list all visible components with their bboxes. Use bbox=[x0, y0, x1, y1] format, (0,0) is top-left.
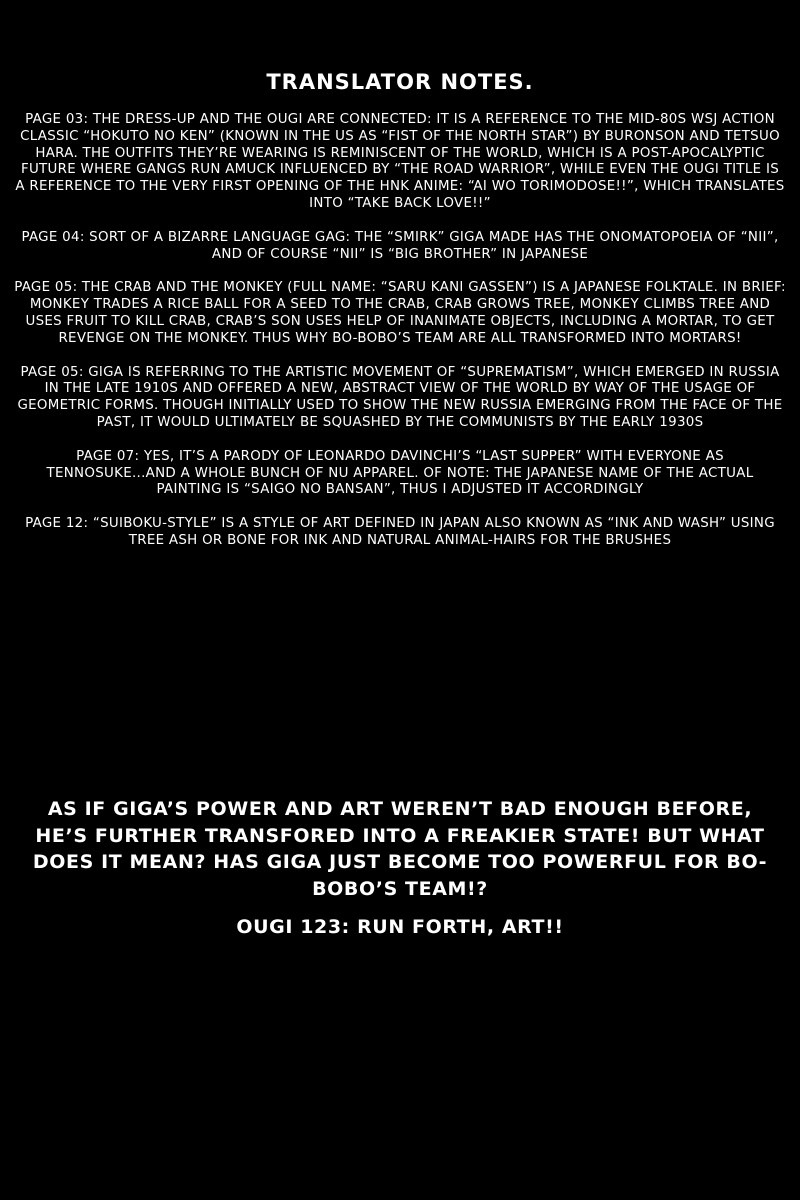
note-page-05-suprematism: PAGE 05: GIGA IS REFERRING TO THE ARTISTIC MOVEMENT OF “SUPREMATISM”, WHICH EMERGED IN RUSSIA IN THE LATE 1910S AND OFFERED A NEW, ABSTRACT VIEW OF THE WORLD BY WAY OF THE USAGE OF GEOMETRIC FORMS. THOUGH INITIALLY USED TO SHOW THE NEW RUSSIA EMERGING FROM THE FACE OF THE PAST, IT WOULD ULTIMATELY BE SQUASHED BY THE COMMUNISTS BY THE EARLY 1930S bbox=[17, 364, 783, 430]
next-chapter-title: OUGI 123: RUN FORTH, ART!! bbox=[236, 916, 564, 938]
page-title: TRANSLATOR NOTES. bbox=[266, 70, 534, 94]
note-page-04-nii: PAGE 04: SORT OF A BIZARRE LANGUAGE GAG: THE “SMIRK” GIGA MADE HAS THE ONOMATOPOEIA OF “NII”, AND OF COURSE “NII” IS “BIG BROTHER” IN JAPANESE bbox=[21, 229, 779, 262]
note-page-03-hokuto: PAGE 03: THE DRESS-UP AND THE OUGI ARE CONNECTED: IT IS A REFERENCE TO THE MID-80S WSJ ACTION CLASSIC “HOKUTO NO KEN” (KNOWN IN THE US AS “FIST OF THE NORTH STAR”) BY BURONSON AND TETSUO HARA. THE OUTFITS THEY’RE WEARING IS REMINISCENT OF THE WORLD, WHICH IS A POST-APOCALYPTIC FUTURE WHERE GANGS RUN AMUCK INFLUENCED BY “THE ROAD WARRIOR”, WHILE EVEN THE OUGI TITLE IS A REFERENCE TO THE VERY FIRST OPENING OF THE HNK ANIME: “AI WO TORIMODOSE!!”, WHICH TRANSLATES INTO “TAKE BACK LOVE!!” bbox=[15, 112, 785, 211]
next-chapter-teaser: AS IF GIGA’S POWER AND ART WEREN’T BAD ENOUGH BEFORE, HE’S FURTHER TRANSFORED INTO A FREAKIER STATE! BUT WHAT DOES IT MEAN? HAS GIGA JUST BECOME TOO POWERFUL FOR BO-BOBO’S TEAM!? bbox=[32, 798, 768, 900]
notes-list bbox=[14, 112, 786, 567]
note-page-07-last-supper: PAGE 07: YES, IT’S A PARODY OF LEONARDO DAVINCHI’S “LAST SUPPER” WITH EVERYONE AS TENNOSUKE...AND A WHOLE BUNCH OF NU APPAREL. OF NOTE: THE JAPANESE NAME OF THE ACTUAL PAINTING IS “SAIGO NO BANSAN”, THUS I ADJUSTED IT ACCORDINGLY bbox=[46, 448, 754, 498]
note-page-05-crab-monkey: PAGE 05: THE CRAB AND THE MONKEY (FULL NAME: “SARU KANI GASSEN”) IS A JAPANESE FOLKTALE. IN BRIEF: MONKEY TRADES A RICE BALL FOR A SEED TO THE CRAB, CRAB GROWS TREE, MONKEY CLIMBS TREE AND USES FRUIT TO KILL CRAB, CRAB’S SON USES HELP OF INANIMATE OBJECTS, INCLUDING A MORTAR, TO GET REVENGE ON THE MONKEY. THUS WHY BO-BOBO’S TEAM ARE ALL TRANSFORMED INTO MORTARS! bbox=[14, 280, 786, 346]
note-page-12-suiboku: PAGE 12: “SUIBOKU-STYLE” IS A STYLE OF ART DEFINED IN JAPAN ALSO KNOWN AS “INK AND WASH” USING TREE ASH OR BONE FOR INK AND NATURAL ANIMAL-HAIRS FOR THE BRUSHES bbox=[25, 516, 775, 548]
